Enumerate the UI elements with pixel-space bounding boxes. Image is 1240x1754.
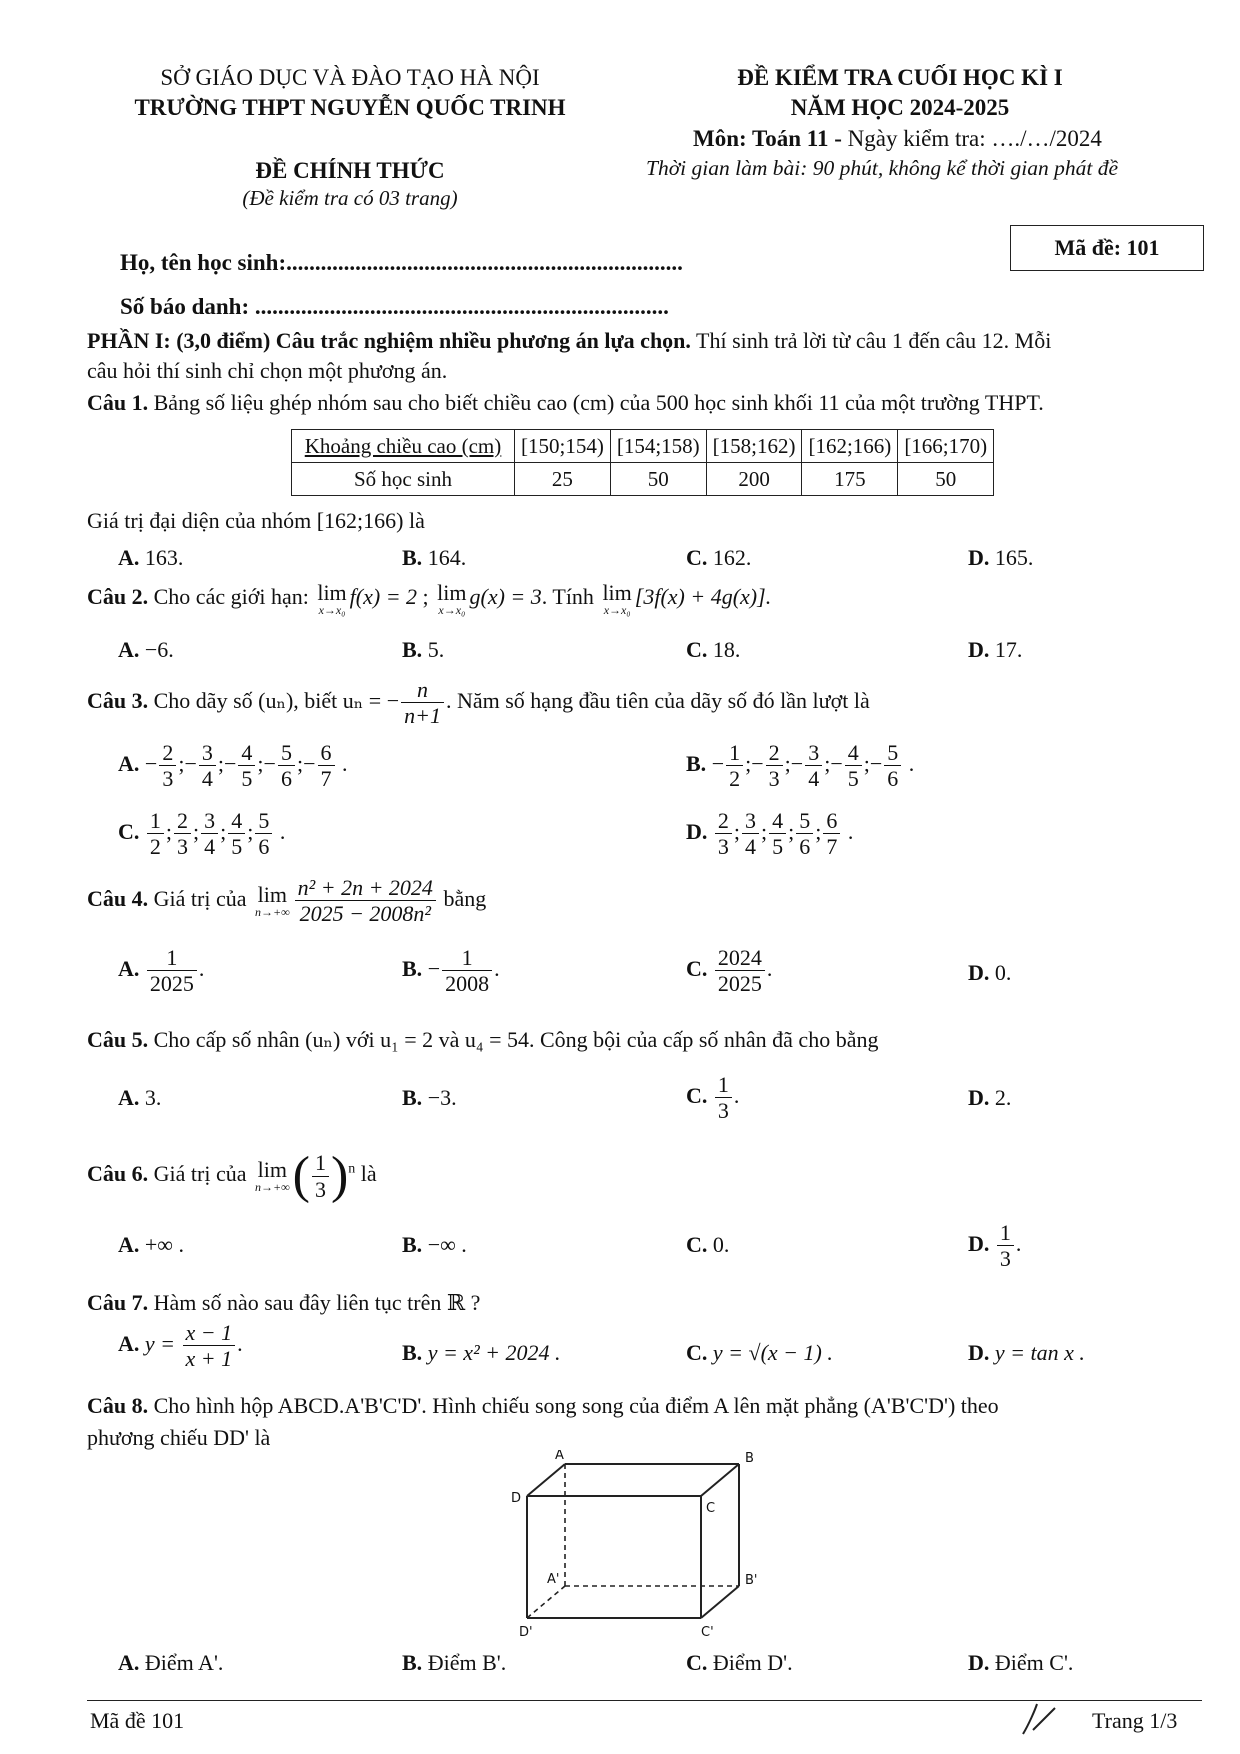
q2-option-d[interactable]: D. 17.: [968, 637, 1023, 662]
q5-option-a[interactable]: A. 3.: [118, 1085, 162, 1110]
edge-da-bottom-hidden: [527, 1586, 565, 1618]
q8-option-c[interactable]: C. Điểm D'.: [686, 1650, 793, 1675]
vertex-label-b-prime: B': [745, 1573, 758, 1588]
fraction: $\frac{6}{7}$: [318, 740, 335, 792]
fraction: $\frac{3}{4}$: [805, 740, 822, 792]
fraction: $\frac{2}{3}$: [766, 740, 783, 792]
vertex-label-b: B: [745, 1451, 754, 1466]
exam-title: ĐỀ KIỂM TRA CUỐI HỌC KÌ I: [737, 65, 1063, 90]
school-name: TRƯỜNG THPT NGUYỄN QUỐC TRINH: [134, 95, 566, 120]
fraction: $\frac{5}{6}$: [278, 740, 295, 792]
candidate-number-field: Số báo danh: ........................................................................: [120, 294, 669, 319]
height-frequency-table: [291, 429, 994, 496]
duration-note: Thời gian làm bài: 90 phút, không kể thời gian phát đề: [646, 156, 1119, 180]
vertex-label-d: D: [511, 1491, 522, 1506]
school-year: NĂM HỌC 2024-2025: [790, 95, 1010, 120]
fraction: $\frac{5}{6}$: [255, 808, 272, 860]
vertex-label-c-prime: C': [701, 1625, 714, 1640]
official-exam-label: ĐỀ CHÍNH THỨC: [255, 158, 445, 183]
table-header-cell: [158;162): [706, 430, 802, 463]
exam-date: Ngày kiểm tra: …./…/2024: [847, 126, 1102, 151]
fraction: $\frac{3}{4}$: [201, 808, 218, 860]
q1-option-b[interactable]: B. 164.: [402, 545, 467, 570]
fraction: $\frac{4}{5}$: [845, 740, 862, 792]
q3-option-b[interactable]: B. − $\frac{1}{2}$ ;− $\frac{2}{3}$ ;− $\frac{3}{4}$ ;− $\frac{4}{5}$ ;− $\frac{5}{6}$ .: [686, 740, 915, 792]
fraction: $\frac{3}{4}$: [742, 808, 759, 860]
q6-option-b[interactable]: B. −∞ .: [402, 1232, 467, 1257]
table-header-cell: Khoảng chiều cao (cm): [292, 430, 515, 463]
fraction: $\frac{4}{5}$: [769, 808, 786, 860]
q3-option-d[interactable]: D. $\frac{2}{3}$ ; $\frac{3}{4}$ ; $\frac{4}{5}$ ; $\frac{5}{6}$ ; $\frac{6}{7}$ .: [686, 808, 854, 860]
fraction: $\frac{1}{2}$: [726, 740, 743, 792]
table-cell: Số học sinh: [292, 463, 515, 496]
q1-question: Giá trị đại diện của nhóm [162;166) là: [87, 508, 425, 533]
q5-text: Câu 5. Cho cấp số nhân (uₙ) với u₁ = 2 và u₄ = 54. Công bội của cấp số nhân đã cho bằng: [87, 1027, 879, 1052]
q7-option-d[interactable]: D. y = tan x .: [968, 1340, 1085, 1365]
part1-title: PHẦN I: (3,0 điểm) Câu trắc nghiệm nhiều phương án lựa chọn.: [87, 328, 691, 353]
q5-option-b[interactable]: B. −3.: [402, 1085, 457, 1110]
vertex-label-d-prime: D': [519, 1625, 533, 1640]
q8-text-line2: phương chiếu DD' là: [87, 1425, 271, 1450]
fraction: $\frac{6}{7}$: [823, 808, 840, 860]
vertex-label-a-prime: A': [547, 1572, 560, 1587]
exam-code-box: Mã đề: 101: [1010, 225, 1204, 271]
q3-option-c[interactable]: C. $\frac{1}{2}$ ; $\frac{2}{3}$ ; $\frac{3}{4}$ ; $\frac{4}{5}$ ; $\frac{5}{6}$ .: [118, 808, 286, 860]
q8-option-b[interactable]: B. Điểm B'.: [402, 1650, 507, 1675]
table-header-cell: [154;158): [610, 430, 706, 463]
q6-option-d[interactable]: D. $\frac{1}{3}$ .: [968, 1220, 1022, 1272]
part1-desc: Thí sinh trả lời từ câu 1 đến câu 12. Mỗi: [690, 328, 1052, 353]
q6-text: Câu 6. Giá trị của lim n→+∞ ( $\frac{1}{3}$ )$^n$ là: [87, 1147, 377, 1204]
q4-option-c[interactable]: C. $\frac{2024}{2025}$ .: [686, 945, 773, 997]
q1-text: [87, 390, 1044, 416]
q7-option-c[interactable]: C. y = √(x − 1) .: [686, 1340, 833, 1365]
q1-option-d[interactable]: D. 165.: [968, 545, 1034, 570]
part1-heading: [87, 328, 1051, 354]
q6-option-a[interactable]: A. +∞ .: [118, 1232, 184, 1257]
edge-cb: [701, 1464, 739, 1496]
footer-page-number: Trang 1/3: [1092, 1708, 1178, 1733]
table-cell: 50: [898, 463, 994, 496]
fraction: $\frac{2}{3}$: [715, 808, 732, 860]
table-header-cell: [162;166): [802, 430, 898, 463]
subject-label: Môn: Toán 11 -: [693, 126, 848, 151]
edge-da: [527, 1464, 565, 1496]
q3-option-a[interactable]: A. − $\frac{2}{3}$ ;− $\frac{3}{4}$ ;− $\frac{4}{5}$ ;− $\frac{5}{6}$ ;− $\frac{6}{7}$ .: [118, 740, 348, 792]
q4-text: Câu 4. Giá trị của lim n→+∞ $\frac{\text{n² + 2n + 2024}}{\text{2025 − 2008n²}}$ bằng: [87, 875, 487, 927]
q2-option-a[interactable]: A. −6.: [118, 637, 174, 662]
fraction: $\frac{5}{6}$: [884, 740, 901, 792]
q1-stem: Bảng số liệu ghép nhóm sau cho biết chiều cao (cm) của 500 học sinh khối 11 của một trường THPT.: [148, 390, 1044, 415]
department-name: SỞ GIÁO DỤC VÀ ĐÀO TẠO HÀ NỘI: [160, 65, 540, 90]
q1-option-a[interactable]: A. 163.: [118, 545, 184, 570]
fraction: $\frac{4}{5}$: [238, 740, 255, 792]
fraction: $\frac{1}{2}$: [147, 808, 164, 860]
vertex-label-a: A: [555, 1450, 564, 1463]
q8-option-d[interactable]: D. Điểm C'.: [968, 1650, 1074, 1675]
q7-text: Câu 7. Hàm số nào sau đây liên tục trên ℝ ?: [87, 1290, 481, 1315]
box-figure: [505, 1450, 775, 1640]
signature-mark-icon: [1015, 1700, 1065, 1740]
q2-option-c[interactable]: C. 18.: [686, 637, 741, 662]
table-cell: 25: [515, 463, 611, 496]
fraction: $\frac{5}{6}$: [796, 808, 813, 860]
part1-desc-line2: câu hỏi thí sinh chỉ chọn một phương án.: [87, 358, 448, 383]
page-count-note: (Đề kiểm tra có 03 trang): [242, 186, 458, 210]
table-row: [292, 463, 994, 496]
table-cell: 50: [610, 463, 706, 496]
vertex-label-c: C: [706, 1501, 716, 1516]
q1-label: Câu 1.: [87, 390, 149, 415]
q1-option-c[interactable]: C. 162.: [686, 545, 752, 570]
q5-option-c[interactable]: C. $\frac{1}{3}$ .: [686, 1072, 740, 1124]
table-cell: 175: [802, 463, 898, 496]
q5-option-d[interactable]: D. 2.: [968, 1085, 1012, 1110]
fraction: $\frac{4}{5}$: [228, 808, 245, 860]
q8-option-a[interactable]: A. Điểm A'.: [118, 1650, 224, 1675]
q3-text: Câu 3. Cho dãy số (uₙ), biết uₙ = − $\frac{n}{n+1}$ . Năm số hạng đầu tiên của dãy số đó lần lượt là: [87, 677, 870, 729]
footer-exam-code: Mã đề 101: [90, 1708, 185, 1733]
student-name-field: Họ, tên học sinh:.....................................................................: [120, 250, 683, 275]
fraction: $\frac{2}{3}$: [174, 808, 191, 860]
q4-option-d[interactable]: D. 0.: [968, 960, 1012, 985]
q6-option-c[interactable]: C. 0.: [686, 1232, 730, 1257]
q4-option-b[interactable]: B. − $\frac{1}{2008}$ .: [402, 945, 500, 997]
fraction: $\frac{3}{4}$: [199, 740, 216, 792]
q2-option-b[interactable]: B. 5.: [402, 637, 445, 662]
q2-text: Câu 2. Cho các giới hạn: lim x→x₀ f(x) = 2 ; lim x→x₀ g(x) = 3. Tính lim x→x₀ [3f(x) + 4g(x)].: [87, 580, 772, 617]
q4-option-a[interactable]: A. $\frac{1}{2025}$ .: [118, 945, 205, 997]
table-header-cell: [150;154): [515, 430, 611, 463]
table-cell: 200: [706, 463, 802, 496]
subject-date: [693, 126, 1102, 152]
fraction: $\frac{2}{3}$: [159, 740, 176, 792]
table-row: [292, 430, 994, 463]
edge-cb-bottom: [701, 1586, 739, 1618]
q7-option-b[interactable]: B. y = x² + 2024 .: [402, 1340, 561, 1365]
q8-text: Câu 8. Cho hình hộp ABCD.A'B'C'D'. Hình chiếu song song của điểm A lên mặt phẳng (A'B'C'D') theo: [87, 1393, 999, 1418]
table-header-cell: [166;170): [898, 430, 994, 463]
q7-option-a[interactable]: A. y = $\frac{x - 1}{x + 1}$ .: [118, 1320, 243, 1372]
